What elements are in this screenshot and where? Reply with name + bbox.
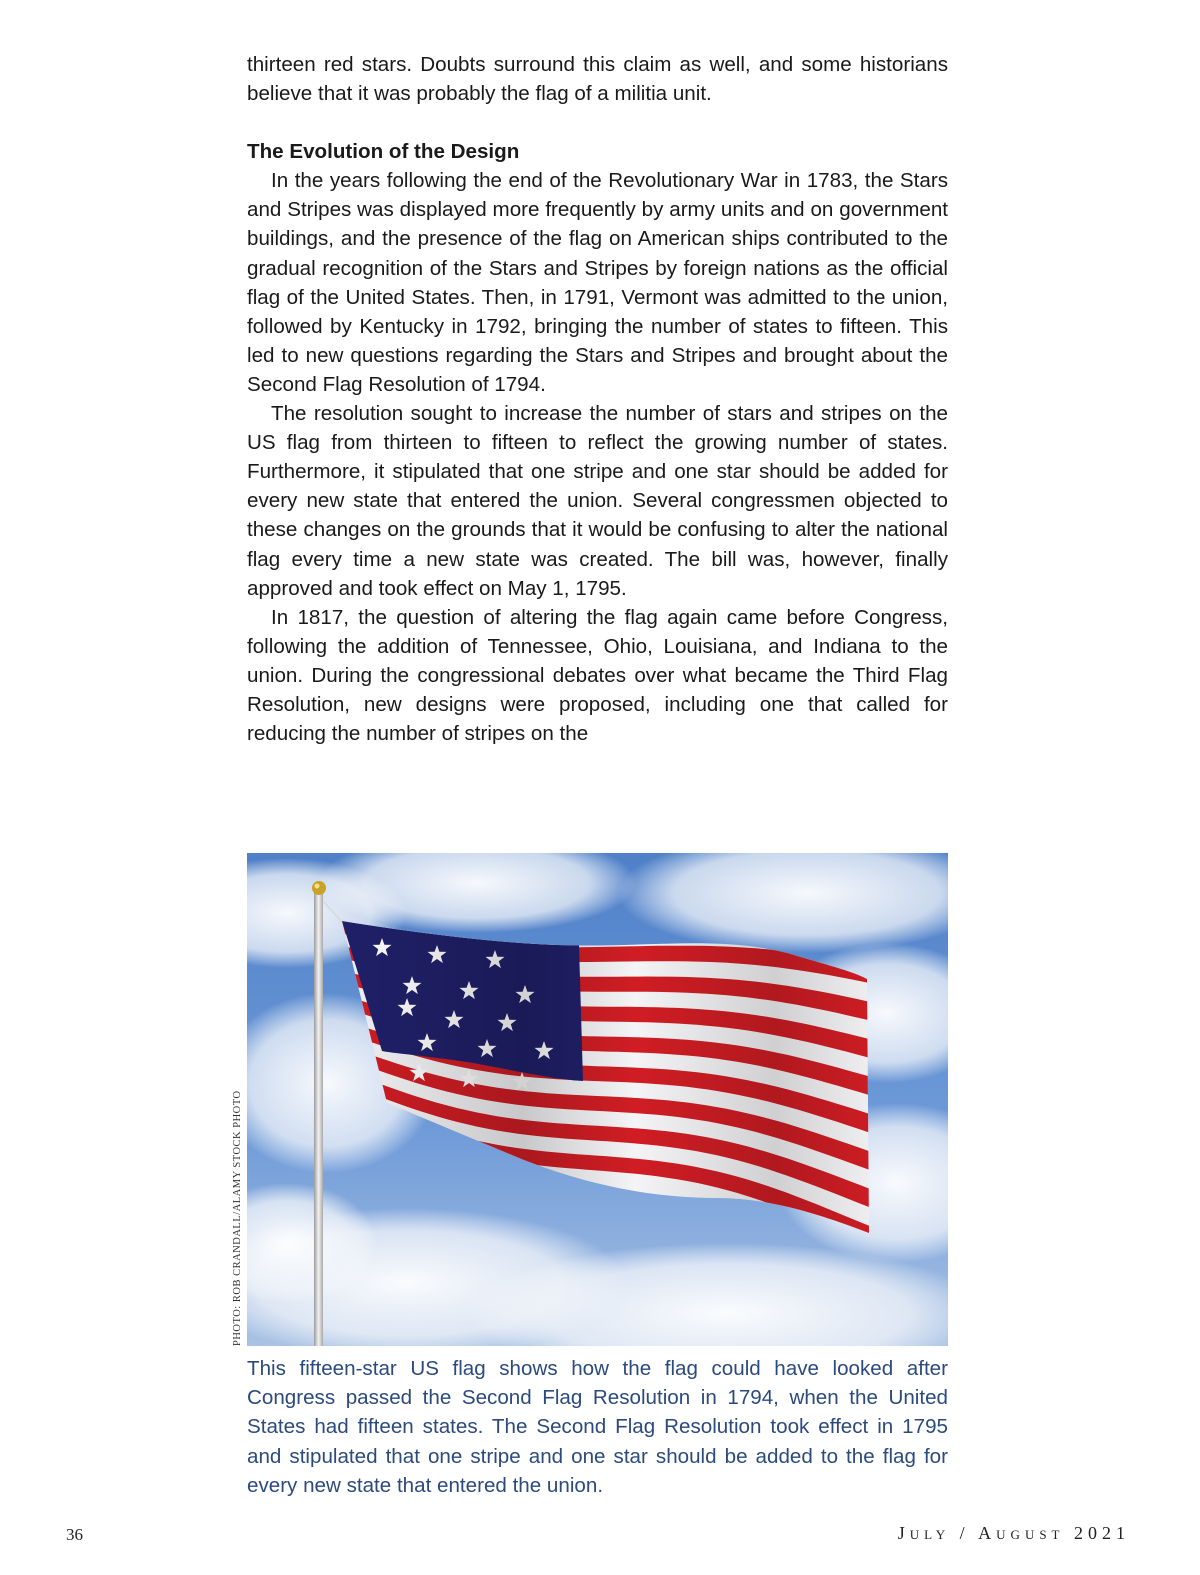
- body-paragraph: In 1817, the question of altering the flag again came before Congress, following the addition of Tennessee, Ohio, Louisiana, and Indiana to the union. During the congressional debates over what became the Third Flag Resolution, new designs were proposed, including one that called for reducing the number of stripes on the: [247, 605, 948, 746]
- figure-caption: This fifteen-star US flag shows how the flag could have looked after Congress passed the Second Flag Resolution in 1794, when the United States had fifteen states. The Second Flag Resolution took effect in 1795 and stipulated that one stripe and one star should be added to the flag for every new state that entered the union.: [247, 1357, 948, 1497]
- intro-paragraph: thirteen red stars. Doubts surround this claim as well, and some historians believe that it was probably the flag of a militia unit.: [247, 53, 948, 106]
- section-heading: The Evolution of the Design: [247, 140, 520, 164]
- page-number: 36: [66, 1525, 83, 1544]
- body-paragraph: In the years following the end of the Revolutionary War in 1783, the Stars and Stripes was displayed more frequently by army units and on government buildings, and the presence of the flag on American ships contributed to the gradual recognition of the Stars and Stripes by foreign nations as the official flag of the United States. Then, in 1791, Vermont was admitted to the union, followed by Kentucky in 1792, bringing the number of states to fifteen. This led to new questions regarding the Stars and Stripes and brought about the Second Flag Resolution of 1794.: [247, 169, 948, 396]
- article-column: [247, 50, 948, 748]
- issue-date: July / August 2021: [897, 1523, 1130, 1543]
- fifteen-star-flag-photo: [247, 853, 948, 1346]
- body-paragraph: The resolution sought to increase the number of stars and stripes on the US flag from thirteen to fifteen to reflect the growing number of states. Furthermore, it stipulated that one stripe and one star should be added for every new state that entered the union. Several congressmen objected to these changes on the grounds that it would be confusing to alter the national flag every time a new state was created. The bill was, however, finally approved and took effect on May 1, 1795.: [247, 402, 948, 600]
- photo-credit: PHOTO: ROB CRANDALL/ALAMY STOCK PHOTO: [232, 1090, 243, 1346]
